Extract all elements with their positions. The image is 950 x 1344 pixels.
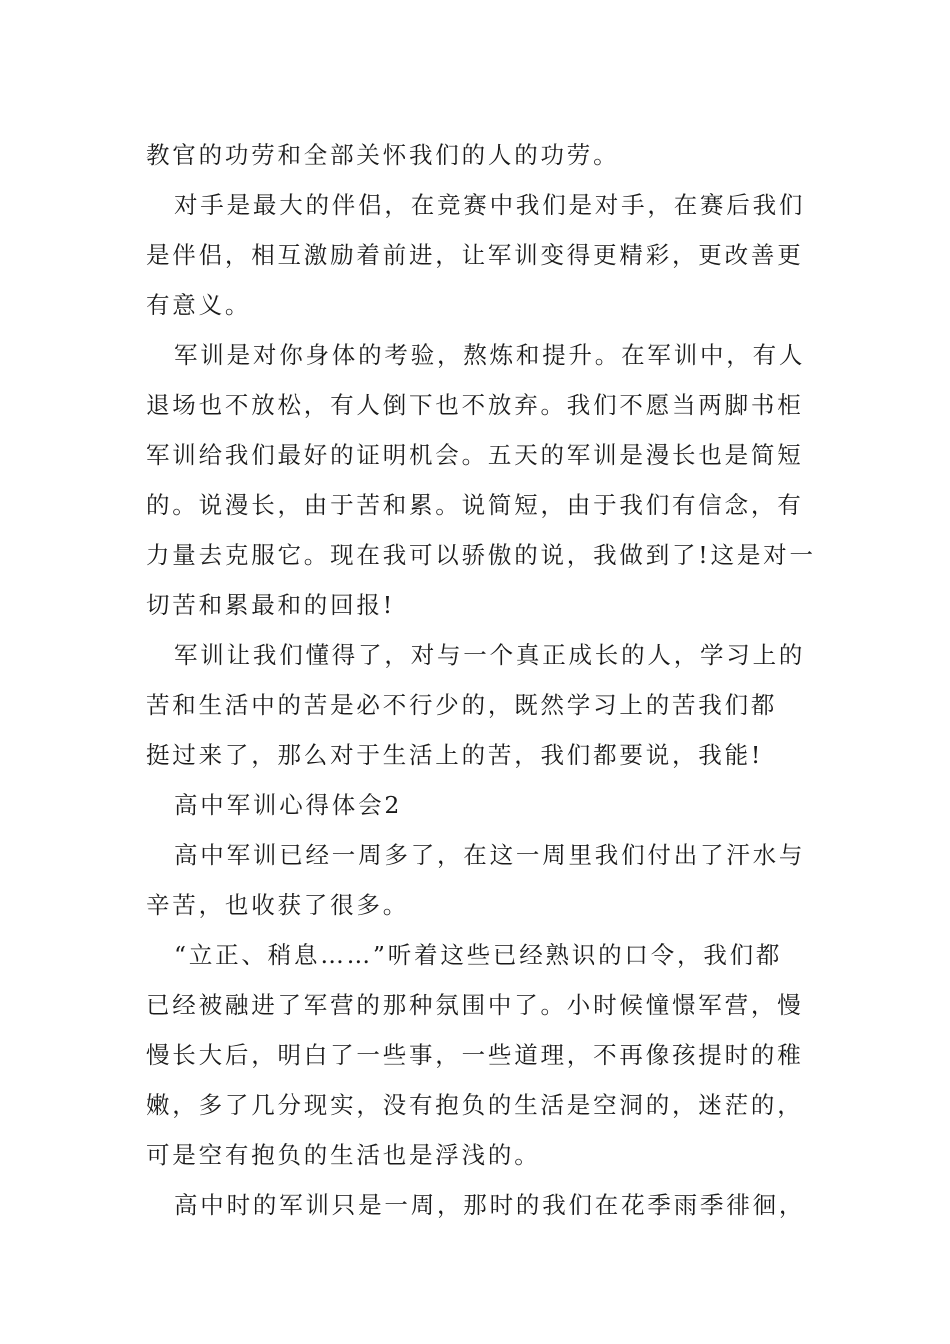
text-line: 高中军训已经一周多了，在这一周里我们付出了汗水与 [174,841,806,869]
document-body [146,130,816,1230]
text-line: 是伴侣，相互激励着前进，让军训变得更精彩，更改善更 [146,241,804,269]
section-heading: 高中军训心得体会2 [174,791,403,819]
text-line: 力量去克服它。现在我可以骄傲的说，我做到了!这是对一 [146,541,816,569]
text-line: 切苦和累最和的回报! [146,591,395,619]
text-line: 已经被融进了军营的那种氛围中了。小时候憧憬军营，慢 [146,991,804,1019]
text-line: 嫩，多了几分现实，没有抱负的生活是空洞的，迷茫的， [146,1091,804,1119]
text-line: 军训给我们最好的证明机会。五天的军训是漫长也是简短 [146,441,804,469]
text-line: 军训让我们懂得了，对与一个真正成长的人，学习上的 [174,641,806,669]
text-line: 高中时的军训只是一周，那时的我们在花季雨季徘徊， [174,1191,806,1219]
text-line: 的。说漫长，由于苦和累。说简短，由于我们有信念，有 [146,491,804,519]
text-line: “立正、稍息……”听着这些已经熟识的口令，我们都 [174,941,783,969]
text-line: 对手是最大的伴侣，在竞赛中我们是对手，在赛后我们 [174,191,806,219]
text-line: 军训是对你身体的考验，熬炼和提升。在军训中，有人 [174,341,806,369]
text-line: 可是空有抱负的生活也是浮浅的。 [146,1141,541,1169]
text-line: 退场也不放松，有人倒下也不放弃。我们不愿当两脚书柜 [146,391,804,419]
text-line: 有意义。 [146,291,252,319]
text-line: 挺过来了，那么对于生活上的苦，我们都要说，我能! [146,741,764,769]
text-line: 苦和生活中的苦是必不行少的，既然学习上的苦我们都 [146,691,778,719]
text-line: 教官的功劳和全部关怀我们的人的功劳。 [146,141,620,169]
text-line: 辛苦，也收获了很多。 [146,891,409,919]
text-line: 慢长大后，明白了一些事，一些道理，不再像孩提时的稚 [146,1041,804,1069]
